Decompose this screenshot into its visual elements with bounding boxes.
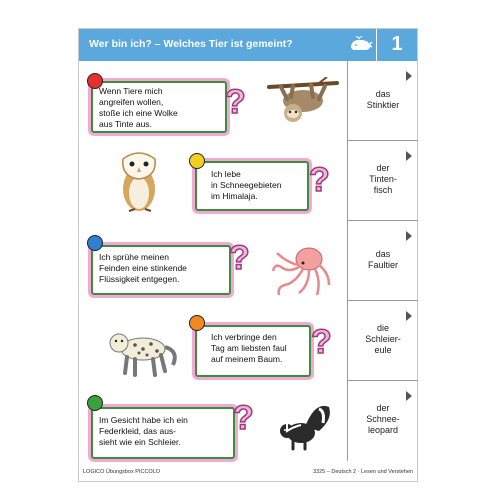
arrow-right-icon bbox=[406, 151, 412, 161]
arrow-right-icon bbox=[406, 311, 412, 321]
answer-column bbox=[347, 61, 418, 461]
question-mark-icon: ? bbox=[233, 399, 254, 437]
color-dot bbox=[87, 235, 103, 251]
answer-text: das Faultier bbox=[367, 249, 398, 270]
clue-text: Wenn Tiere mich angreifen wollen, stoße ich eine Wolke aus Tinte aus. bbox=[99, 86, 178, 129]
sloth-image bbox=[267, 77, 339, 133]
color-dot bbox=[189, 153, 205, 169]
arrow-right-icon bbox=[406, 391, 412, 401]
answer-text: die Schleier- eule bbox=[365, 323, 401, 355]
octopus-image bbox=[269, 243, 333, 299]
skunk-image bbox=[275, 397, 335, 451]
color-dot bbox=[189, 315, 205, 331]
answer-slot[interactable] bbox=[348, 381, 418, 461]
barn-owl-image bbox=[115, 143, 163, 217]
footer-product-code: 3325 – Deutsch 2 · Lesen und Verstehen bbox=[313, 469, 413, 475]
clue-bubble-1[interactable] bbox=[87, 73, 257, 139]
card-footer bbox=[79, 469, 417, 481]
question-mark-icon: ? bbox=[225, 83, 246, 121]
clue-bubble-4[interactable] bbox=[189, 315, 347, 385]
arrow-right-icon bbox=[406, 231, 412, 241]
whale-icon bbox=[349, 35, 373, 53]
clue-text: Ich sprühe meinen Feinden eine stinkende Flüssigkeit entgegen. bbox=[99, 252, 187, 284]
exercise-card bbox=[78, 28, 418, 482]
answer-text: der Tinten- fisch bbox=[369, 163, 397, 195]
card-header bbox=[79, 29, 417, 61]
question-mark-icon: ? bbox=[229, 239, 250, 277]
card-number-box bbox=[376, 29, 417, 61]
clue-text: Ich lebe in Schneegebieten im Himalaja. bbox=[211, 169, 282, 201]
clue-bubble-2[interactable] bbox=[189, 153, 347, 219]
clue-text: Im Gesicht habe ich ein Federkleid, das aus- sieht wie ein Schleier. bbox=[99, 415, 188, 447]
question-mark-icon: ? bbox=[311, 323, 332, 361]
card-title: Wer bin ich? – Welches Tier ist gemeint? bbox=[89, 38, 293, 50]
answer-text: das Stinktier bbox=[366, 89, 400, 110]
clue-bubble-5[interactable] bbox=[87, 395, 273, 465]
snow-leopard-image bbox=[103, 319, 179, 379]
color-dot bbox=[87, 395, 103, 411]
answer-slot[interactable] bbox=[348, 301, 418, 381]
answer-slot[interactable] bbox=[348, 221, 418, 301]
card-number: 1 bbox=[391, 33, 403, 55]
clue-bubble-3[interactable] bbox=[87, 235, 273, 301]
answer-slot[interactable] bbox=[348, 141, 418, 221]
answer-slot[interactable] bbox=[348, 61, 418, 141]
question-mark-icon: ? bbox=[309, 161, 330, 199]
arrow-right-icon bbox=[406, 71, 412, 81]
footer-publisher: LOGICO Übungsbox PICCOLO bbox=[83, 469, 161, 475]
clue-text: Ich verbringe den Tag am liebsten faul auf meinem Baum. bbox=[211, 332, 287, 364]
answer-text: der Schnee- leopard bbox=[366, 403, 400, 435]
